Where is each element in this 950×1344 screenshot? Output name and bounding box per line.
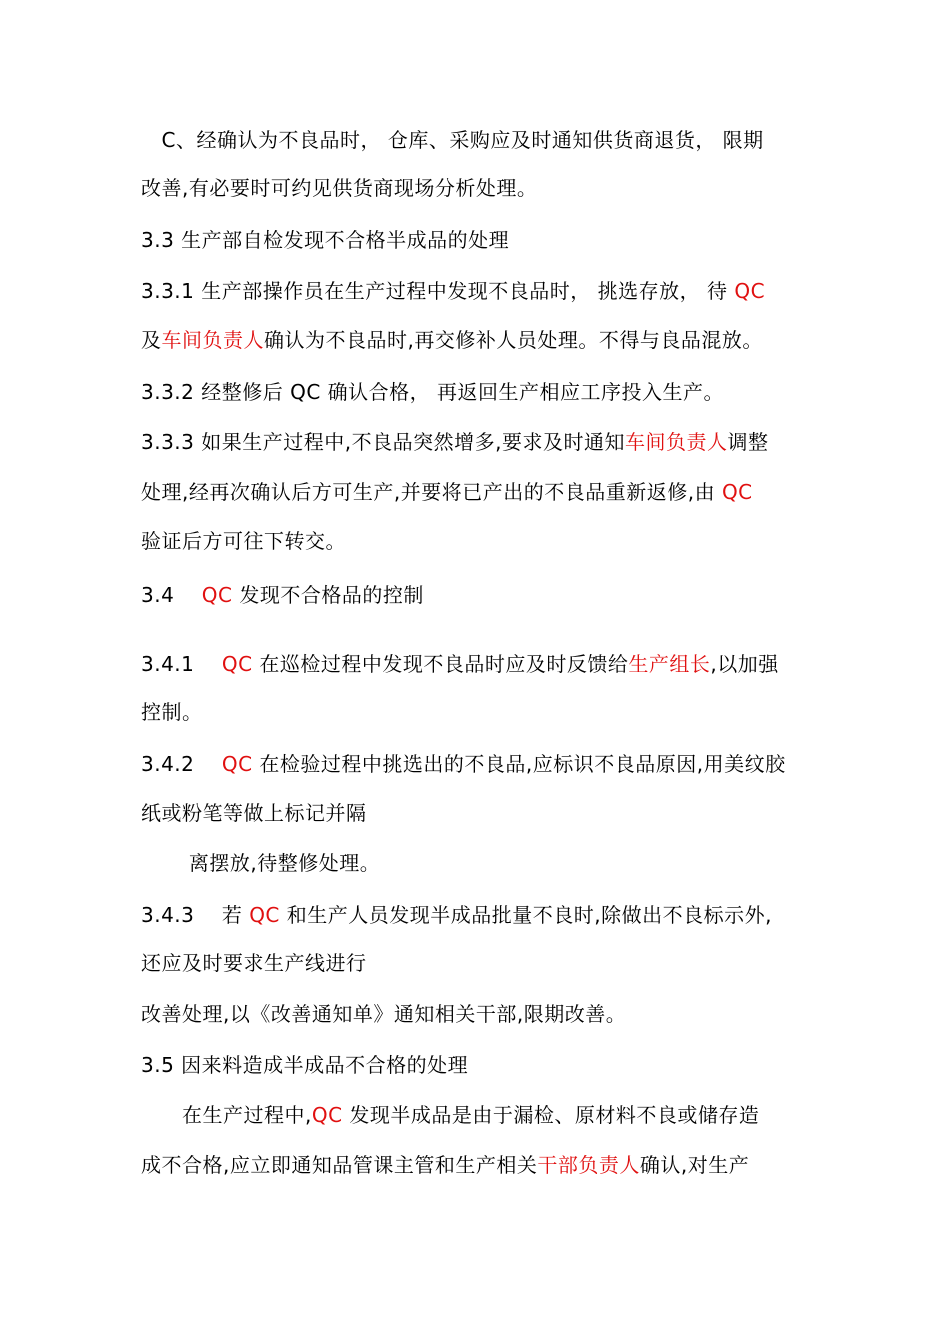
- highlight-run: 干部负责人: [537, 1153, 640, 1177]
- highlight-run: 生产组长: [628, 652, 711, 676]
- text-run: 确认为不良品时,再交修补人员处理。不得与良品混放。: [264, 328, 763, 352]
- highlight-run: QC: [721, 480, 753, 504]
- text-run: 3.3.2 经整修后 QC 确认合格， 再返回生产相应工序投入生产。: [141, 380, 725, 404]
- item-3-4-2-line-2: [141, 798, 367, 828]
- text-run: 处理,经再次确认后方可生产,并要将已产出的不良品重新返修,由: [141, 480, 722, 504]
- text-run: 3.3 生产部自检发现不合格半成品的处理: [141, 228, 510, 252]
- text-run: 3.5 因来料造成半成品不合格的处理: [141, 1053, 469, 1077]
- highlight-run: QC: [734, 279, 766, 303]
- highlight-run: 车间负责人: [161, 328, 264, 352]
- text-run: 发现不合格品的控制: [232, 583, 424, 607]
- text-run: ,以加强: [710, 652, 779, 676]
- text-run: 纸或粉笔等做上标记并隔: [141, 801, 367, 825]
- text-run: 和生产人员发现半成品批量不良时,除做出不良标示外,: [279, 903, 772, 927]
- text-run: 3.3.1 生产部操作员在生产过程中发现不良品时， 挑选存放， 待: [141, 279, 735, 303]
- text-run: 验证后方可往下转交。: [141, 529, 346, 553]
- text-run: 改善处理,以《改善通知单》通知相关干部,限期改善。: [141, 1002, 627, 1026]
- item-3-3-3-line-1: [141, 427, 768, 457]
- item-3-4-3-line-2: [141, 948, 367, 978]
- item-3-4-3-line-3: [141, 999, 626, 1029]
- section-3-4-heading: [141, 580, 424, 610]
- item-3-3-1-line-2: [141, 325, 763, 355]
- highlight-run: QC: [311, 1103, 343, 1127]
- text-run: 3.4: [141, 583, 202, 607]
- text-run: 在生产过程中,: [141, 1103, 312, 1127]
- text-run: 离摆放,待整修处理。: [141, 851, 381, 875]
- item-3-4-3-line-1: [141, 900, 772, 930]
- text-run: 3.4.1: [141, 652, 222, 676]
- para-3-5-line-1: [141, 1100, 759, 1130]
- section-3-5-heading: [141, 1050, 468, 1080]
- text-run: 在检验过程中挑选出的不良品,应标识不良品原因,用美纹胶: [252, 752, 786, 776]
- highlight-run: 车间负责人: [624, 430, 728, 454]
- item-3-4-1-line-2: [141, 697, 203, 727]
- highlight-run: QC: [249, 903, 280, 927]
- text-run: C、经确认为不良品时， 仓库、采购应及时通知供货商退货， 限期: [141, 128, 764, 152]
- item-3-4-1-line-1: [141, 649, 779, 679]
- text-run: 调整: [727, 430, 769, 454]
- item-3-4-2-line-1: [141, 749, 786, 779]
- text-run: 及: [141, 328, 162, 352]
- item-3-3-1-line-1: [141, 276, 765, 306]
- highlight-run: QC: [221, 652, 253, 676]
- para-3-5-line-2: [141, 1150, 749, 1180]
- text-run: 在巡检过程中发现不良品时应及时反馈给: [252, 652, 629, 676]
- section-3-3-heading: [141, 225, 509, 255]
- highlight-run: QC: [221, 752, 253, 776]
- text-run: 3.3.3 如果生产过程中,不良品突然增多,要求及时通知: [141, 430, 625, 454]
- text-run: 改善,有必要时可约见供货商现场分析处理。: [141, 176, 538, 200]
- item-3-3-3-line-2: [141, 477, 753, 507]
- para-c-line-1: [141, 125, 764, 155]
- highlight-run: QC: [201, 583, 233, 607]
- item-3-4-2-line-3: [141, 848, 380, 878]
- item-3-3-2: [141, 377, 724, 407]
- text-run: 还应及时要求生产线进行: [141, 951, 367, 975]
- text-run: 3.4.2: [141, 752, 222, 776]
- text-run: 3.4.3 若: [141, 903, 250, 927]
- text-run: 成不合格,应立即通知品管课主管和生产相关: [141, 1153, 538, 1177]
- para-c-line-2: [141, 173, 537, 203]
- text-run: 控制。: [141, 700, 203, 724]
- text-run: 发现半成品是由于漏检、原材料不良或储存造: [342, 1103, 760, 1127]
- item-3-3-3-line-3: [141, 526, 346, 556]
- text-run: 确认,对生产: [639, 1153, 750, 1177]
